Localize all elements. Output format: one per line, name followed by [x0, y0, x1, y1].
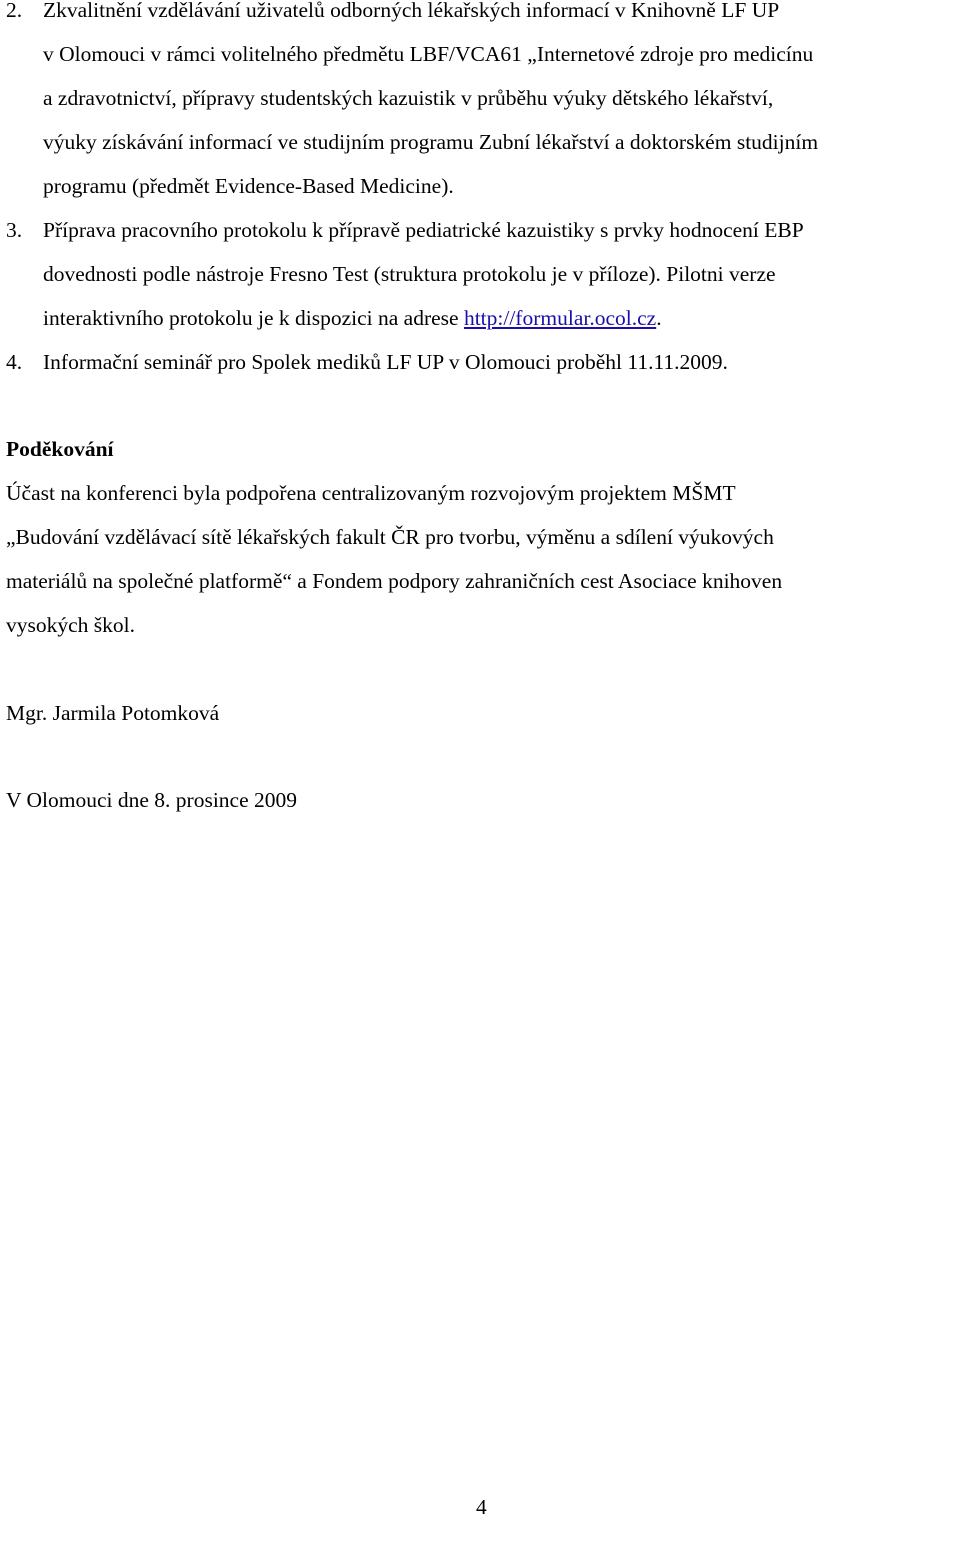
acknowledgement-line-1: Účast na konferenci byla podpořena centralizovaným rozvojovým projektem MŠMT: [6, 481, 736, 505]
list-number: 2.: [6, 0, 23, 22]
list-item-3-line-3: [43, 305, 662, 331]
list-number: 3.: [6, 218, 23, 242]
list-item-2-line-4: výuky získávání informací ve studijním programu Zubní lékařství a doktorském studijním: [43, 130, 819, 154]
acknowledgement-line-4: vysokých škol.: [6, 613, 135, 637]
list-item-2-line-3: a zdravotnictví, přípravy studentských kazuistik v průběhu výuky dětského lékařství,: [43, 86, 774, 110]
list-item-2-line-1: Zkvalitnění vzdělávání uživatelů odborných lékařských informací v Knihovně LF UP: [43, 0, 780, 22]
list-number: 4.: [6, 350, 23, 374]
date-line: V Olomouci dne 8. prosince 2009: [6, 788, 298, 812]
list-item-2-line-5: programu (předmět Evidence-Based Medicine).: [43, 174, 454, 198]
author-name: Mgr. Jarmila Potomková: [6, 701, 220, 725]
acknowledgement-heading: Poděkování: [6, 437, 114, 461]
list-item-2-line-2: v Olomouci v rámci volitelného předmětu LBF/VCA61 „Internetové zdroje pro medicínu: [43, 42, 814, 66]
list-item-3-line-2: dovednosti podle nástroje Fresno Test (struktura protokolu je v příloze). Pilotni verze: [43, 262, 776, 286]
formular-link[interactable]: http://formular.ocol.cz: [463, 306, 657, 330]
list-item-4-text: Informační seminář pro Spolek mediků LF UP v Olomouci proběhl 11.11.2009.: [43, 350, 728, 374]
list-item-3-line-1: Příprava pracovního protokolu k přípravě pediatrické kazuistiky s prvky hodnocení EBP: [43, 218, 804, 242]
line-prefix: interaktivního protokolu je k dispozici na adrese: [43, 306, 464, 330]
acknowledgement-line-3: materiálů na společné platformě“ a Fondem podpory zahraničních cest Asociace knihoven: [6, 569, 783, 593]
acknowledgement-line-2: „Budování vzdělávací sítě lékařských fakult ČR pro tvorbu, výměnu a sdílení výukových: [6, 525, 774, 549]
line-suffix: .: [656, 306, 662, 330]
page-number: 4: [476, 1495, 487, 1519]
